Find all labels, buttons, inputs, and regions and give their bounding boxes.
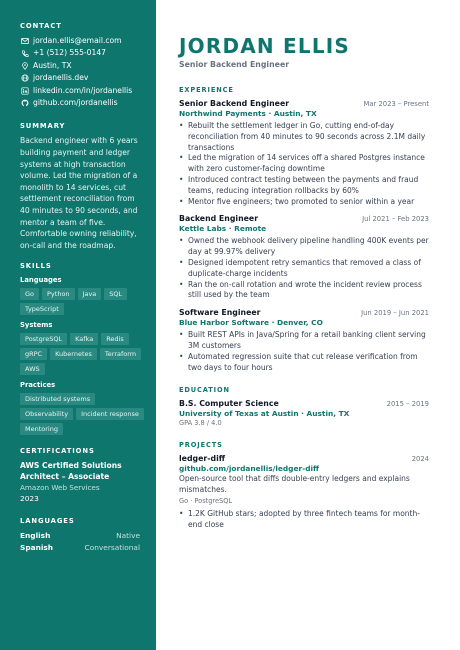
job-bullet: • Ran the on-call rotation and wrote the incident review process still used by the team: [179, 280, 429, 302]
job-date: Mar 2023 – Present: [363, 100, 429, 108]
cert-year: 2023: [20, 494, 39, 504]
contact-location: [20, 60, 144, 72]
skill-group-practices: [20, 381, 144, 435]
skill-tag: Observability: [20, 408, 73, 420]
skill-tag: Distributed systems: [20, 393, 95, 405]
skill-group-label: Systems: [20, 321, 53, 330]
project-bullet: • 1.2K GitHub stars; adopted by three fintech teams for month-end close: [179, 509, 429, 531]
job-bullet: • Introduced contract testing between the payments and fraud teams, reducing integration rollbacks by 60%: [179, 175, 429, 197]
contact-email-text: jordan.ellis@email.com: [33, 36, 122, 45]
contact-github-text: github.com/jordanellis: [33, 98, 118, 108]
project-tech: Go · PostgreSQL: [179, 496, 233, 505]
summary-heading: SUMMARY: [20, 122, 66, 131]
job-bullet: • Owned the webhook delivery pipeline handling 400K events per day at 99.97% delivery: [179, 236, 429, 258]
job-bullet: • Built REST APIs in Java/Spring for a retail banking client serving 3M customers: [179, 330, 429, 352]
job-entry: [179, 214, 429, 301]
sidebar: [0, 0, 156, 650]
spacer: [20, 251, 144, 262]
education-years: 2015 – 2019: [386, 400, 429, 409]
job-bullet: • Automated regression suite that cut release verification from two days to four hours: [179, 352, 429, 374]
language-level: Native: [116, 531, 140, 541]
project-name: ledger-diff: [179, 454, 226, 464]
education-heading: EDUCATION: [179, 386, 230, 395]
job-entry: [179, 99, 429, 207]
skill-tag: Terraform: [100, 348, 141, 360]
skill-tag: PostgreSQL: [20, 333, 67, 345]
skills-heading: SKILLS: [20, 262, 52, 271]
summary-text: Backend engineer with 6 years building payment and ledger systems at high transaction volume. Led the migration of a monolith to 14 services, cut settlement reconciliation from 40 minutes to 90 seconds, and mentor a team of five. Comfortable owning reliability, on-call and the roadmap.: [20, 136, 138, 250]
project-header: [179, 454, 429, 463]
projects-heading: PROJECTS: [179, 441, 223, 450]
job-header: [179, 99, 429, 108]
education-gpa: GPA 3.8 / 4.0: [179, 419, 222, 428]
skill-group-languages: [20, 276, 144, 315]
certifications-heading: CERTIFICATIONS: [20, 447, 95, 456]
job-bullet: • Mentor five engineers; two promoted to senior within a year: [179, 197, 429, 208]
language-name: Spanish: [20, 543, 54, 553]
globe-icon: [20, 74, 29, 83]
skill-tag: SQL: [104, 288, 127, 300]
skill-tag: TypeScript: [20, 303, 64, 315]
phone-icon: [20, 49, 29, 58]
skill-tag: Python: [42, 288, 75, 300]
contact-phone-text: +1 (512) 555-0147: [33, 48, 107, 58]
job-bullets: [179, 121, 429, 207]
cert-issuer: Amazon Web Services: [20, 483, 100, 493]
cert-name: AWS Certified Solutions Architect – Associate: [20, 461, 122, 482]
project-bullets: [179, 509, 429, 531]
project-description: Open-source tool that diffs double-entry ledgers and explains mismatches.: [179, 474, 410, 495]
skill-tags: [20, 333, 144, 375]
skill-tag: Kafka: [70, 333, 98, 345]
job-company: Northwind Payments · Austin, TX: [179, 109, 317, 118]
education-degree: B.S. Computer Science: [179, 399, 279, 409]
skill-tag: AWS: [20, 363, 45, 375]
job-title: Software Engineer: [179, 308, 261, 318]
skill-group-label: Languages: [20, 276, 62, 285]
contact-website[interactable]: [20, 72, 144, 84]
job-company: Kettle Labs · Remote: [179, 224, 267, 234]
job-date: Jun 2019 – Jun 2021: [361, 309, 429, 318]
skill-tags: [20, 288, 144, 315]
job-company: Blue Harbor Software · Denver, CO: [179, 318, 323, 328]
skill-group-systems: [20, 321, 144, 375]
project-link[interactable]: github.com/jordanellis/ledger-diff: [179, 464, 320, 474]
languages-heading: LANGUAGES: [20, 517, 75, 526]
github-icon: [20, 99, 29, 108]
language-row: [20, 542, 144, 554]
spacer: [20, 109, 144, 122]
education-school: University of Texas at Austin · Austin, TX: [179, 409, 350, 419]
contact-heading: CONTACT: [20, 22, 62, 30]
candidate-title: Senior Backend Engineer: [179, 60, 290, 69]
job-title: Senior Backend Engineer: [179, 99, 290, 108]
skill-tag: Kubernetes: [50, 348, 97, 360]
email-icon: [20, 37, 29, 46]
project-year: 2024: [411, 455, 429, 464]
skill-tag: Incident response: [76, 408, 144, 420]
spacer: [20, 504, 144, 517]
job-title: Backend Engineer: [179, 214, 259, 224]
skill-tag: gRPC: [20, 348, 47, 360]
contact-email[interactable]: [20, 35, 144, 47]
language-row: [20, 530, 144, 542]
skill-tag: Go: [20, 288, 39, 300]
experience-heading: EXPERIENCE: [179, 86, 234, 94]
language-level: Conversational: [84, 543, 140, 553]
contact-github[interactable]: [20, 97, 144, 109]
spacer: [20, 437, 144, 447]
skill-tag: Mentoring: [20, 423, 63, 435]
job-bullet: • Rebuilt the settlement ledger in Go, cutting end-of-day reconciliation from 40 minutes to 90 seconds across 2.1M daily transactions: [179, 121, 429, 153]
candidate-name: JORDAN ELLIS: [179, 34, 351, 58]
language-name: English: [20, 531, 51, 541]
job-bullets: [179, 236, 429, 301]
contact-location-text: Austin, TX: [33, 60, 72, 70]
job-bullet: • Led the migration of 14 services off a shared Postgres instance with zero customer-facing downtime: [179, 153, 429, 175]
contact-website-text: jordanellis.dev: [33, 73, 89, 83]
job-header: [179, 214, 429, 223]
job-date: Jul 2021 – Feb 2023: [362, 215, 429, 224]
job-bullets: [179, 330, 429, 373]
contact-phone[interactable]: [20, 47, 144, 59]
job-bullet: • Designed idempotent retry semantics that removed a class of duplicate-charge incidents: [179, 258, 429, 280]
linkedin-icon: [20, 86, 29, 95]
contact-linkedin[interactable]: [20, 85, 144, 97]
skill-tags: [20, 393, 144, 435]
job-entry: [179, 308, 429, 373]
contact-linkedin-text: linkedin.com/in/jordanellis: [33, 85, 133, 95]
skill-group-label: Practices: [20, 381, 56, 390]
main-content: [179, 34, 429, 531]
job-header: [179, 308, 429, 317]
skill-tag: Java: [78, 288, 102, 300]
education-header: [179, 399, 429, 408]
skill-tag: Redis: [101, 333, 129, 345]
location-pin-icon: [20, 62, 29, 71]
